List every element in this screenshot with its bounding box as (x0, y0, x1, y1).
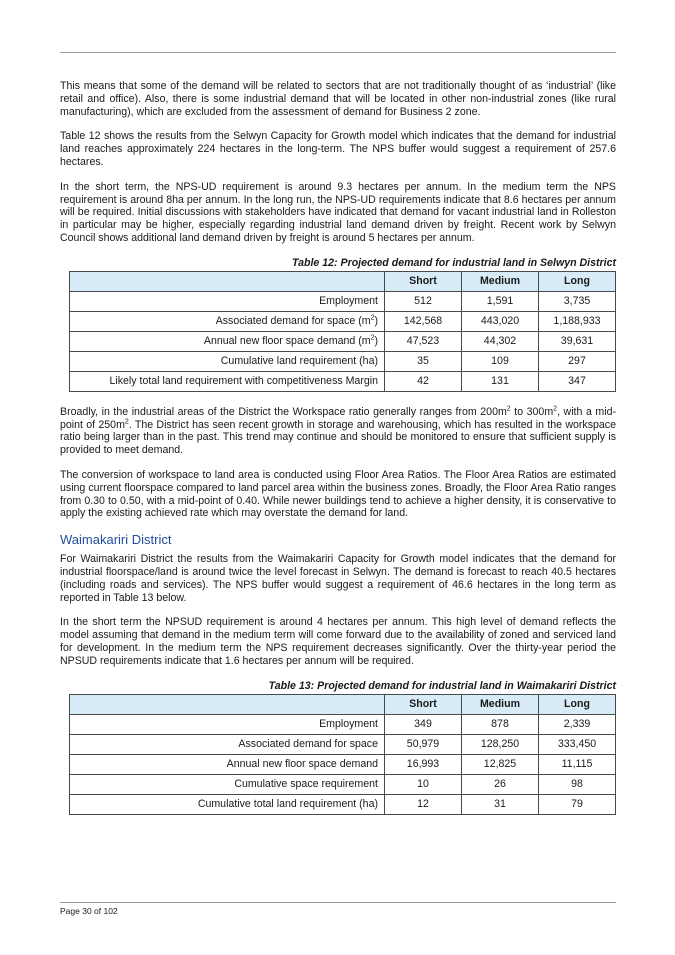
cell: 98 (539, 774, 616, 794)
table-header-row (70, 694, 616, 714)
row-label: Cumulative total land requirement (ha) (70, 794, 385, 814)
table-13 (69, 694, 616, 815)
table-row (70, 754, 616, 774)
cell: 35 (385, 351, 462, 371)
cell: 39,631 (539, 331, 616, 351)
cell: 12,825 (462, 754, 539, 774)
cell: 878 (462, 714, 539, 734)
cell: 16,993 (385, 754, 462, 774)
cell: 31 (462, 794, 539, 814)
table-12-caption: Table 12: Projected demand for industrial land in Selwyn District (292, 256, 616, 269)
footer-rule (60, 902, 616, 903)
table-row (70, 311, 616, 331)
cell: 3,735 (539, 291, 616, 311)
row-label: Employment (70, 714, 385, 734)
cell: 443,020 (462, 311, 539, 331)
cell: 109 (462, 351, 539, 371)
cell: 42 (385, 371, 462, 391)
paragraph: In the short term the NPSUD requirement is around 4 hectares per annum. This high level of demand reflects the model assuming that demand in the medium term will come forward due to the availability of zoned and serviced land for development. In the medium term the NPS requirement decreases significantly. Over the thirty-year period the NPSUD requirements indicate that 1.6 hectares per annum will be required. (60, 616, 616, 667)
row-label: Annual new floor space demand $(m^2)$ (70, 331, 385, 351)
cell: 44,302 (462, 331, 539, 351)
row-label: Associated demand for space $(m^2)$ (70, 311, 385, 331)
paragraph: For Waimakariri District the results from the Waimakariri Capacity for Growth model indicates that the demand for industrial floorspace/land is around twice the level forecast in Selwyn. The demand is forecast to reach 40.5 hectares (including roads and services). The NPS buffer would suggest a requirement of 46.6 hectares in the long term as reported in Table 13 below. (60, 553, 616, 604)
table-header-blank (70, 694, 385, 714)
paragraph: Table 12 shows the results from the Selwyn Capacity for Growth model which indicates that the demand for industrial land reaches approximately 224 hectares in the long-term. The NPS buffer would suggest a requirement of 257.6 hectares. (60, 130, 616, 168)
cell: 10 (385, 774, 462, 794)
cell: 12 (385, 794, 462, 814)
table-header-medium: Medium (462, 271, 539, 291)
table-header-long: Long (539, 694, 616, 714)
table-row (70, 351, 616, 371)
cell: 1,188,933 (539, 311, 616, 331)
row-label: Likely total land requirement with competitiveness Margin (70, 371, 385, 391)
cell: 349 (385, 714, 462, 734)
table-row (70, 371, 616, 391)
cell: 142,568 (385, 311, 462, 331)
row-label: Cumulative land requirement (ha) (70, 351, 385, 371)
row-label: Associated demand for space (70, 734, 385, 754)
paragraph-workspace-ratio: Broadly, in the industrial areas of the District the Workspace ratio generally ranges from $200m^2$ to $300m^2$, with a mid-point of $250m^2$. The District has seen recent growth in storage and warehousing, which has resulted in the workspace ratio being larger than in the past. This trend may continue and should be monitored to ensure that sufficient supply is provided to meet demand. (60, 405, 616, 457)
cell: 11,115 (539, 754, 616, 774)
table-row (70, 794, 616, 814)
cell: 347 (539, 371, 616, 391)
cell: 128,250 (462, 734, 539, 754)
cell: 333,450 (539, 734, 616, 754)
cell: 131 (462, 371, 539, 391)
table-header-short: Short (385, 694, 462, 714)
cell: 297 (539, 351, 616, 371)
cell: 512 (385, 291, 462, 311)
cell: 26 (462, 774, 539, 794)
page-content (60, 80, 616, 829)
paragraph: This means that some of the demand will be related to sectors that are not traditionally thought of as ‘industrial’ (like retail and office). Also, there is some industrial demand that will be located in other non-industrial zones (like rural manufacturing), which are excluded from the assessment of demand for Business 2 zone. (60, 80, 616, 118)
table-header-medium: Medium (462, 694, 539, 714)
cell: 1,591 (462, 291, 539, 311)
row-label: Annual new floor space demand (70, 754, 385, 774)
table-row (70, 774, 616, 794)
cell: 79 (539, 794, 616, 814)
table-12 (69, 271, 616, 392)
page-number: Page 30 of 102 (60, 906, 118, 916)
table-13-caption: Table 13: Projected demand for industrial land in Waimakariri District (268, 679, 616, 692)
table-row (70, 331, 616, 351)
cell: 50,979 (385, 734, 462, 754)
table-header-row (70, 271, 616, 291)
paragraph-floor-area-ratio: The conversion of workspace to land area is conducted using Floor Area Ratios. The Floor Area Ratios are estimated using current floorspace compared to land parcel area within the business zones. Broadly, the Floor Area Ratio ranges from 0.30 to 0.50, with a mid-point of 0.40. While newer buildings tend to achieve a higher density, it is conservative to apply the existing achieved rate which may overstate the demand for land. (60, 468, 616, 520)
cell: 47,523 (385, 331, 462, 351)
table-row (70, 714, 616, 734)
table-header-short: Short (385, 271, 462, 291)
row-label: Cumulative space requirement (70, 774, 385, 794)
table-row (70, 734, 616, 754)
table-row (70, 291, 616, 311)
paragraph: In the short term, the NPS-UD requirement is around 9.3 hectares per annum. In the medium term the NPS requirement is around 8ha per annum. In the long run, the NPS-UD requirements indicate that 8.6 hectares per annum will be required. Initial discussions with stakeholders have indicated that demand for vacant industrial land in Rolleston in particular may be higher, especially regarding industrial land demand driven by freight. Recent work by Selwyn Council shows additional land demand driven by freight is around 5 hectares per annum. (60, 180, 616, 244)
cell: 2,339 (539, 714, 616, 734)
header-rule (60, 52, 616, 53)
section-heading: Waimakariri District (60, 532, 172, 548)
table-header-blank (70, 271, 385, 291)
row-label: Employment (70, 291, 385, 311)
table-header-long: Long (539, 271, 616, 291)
